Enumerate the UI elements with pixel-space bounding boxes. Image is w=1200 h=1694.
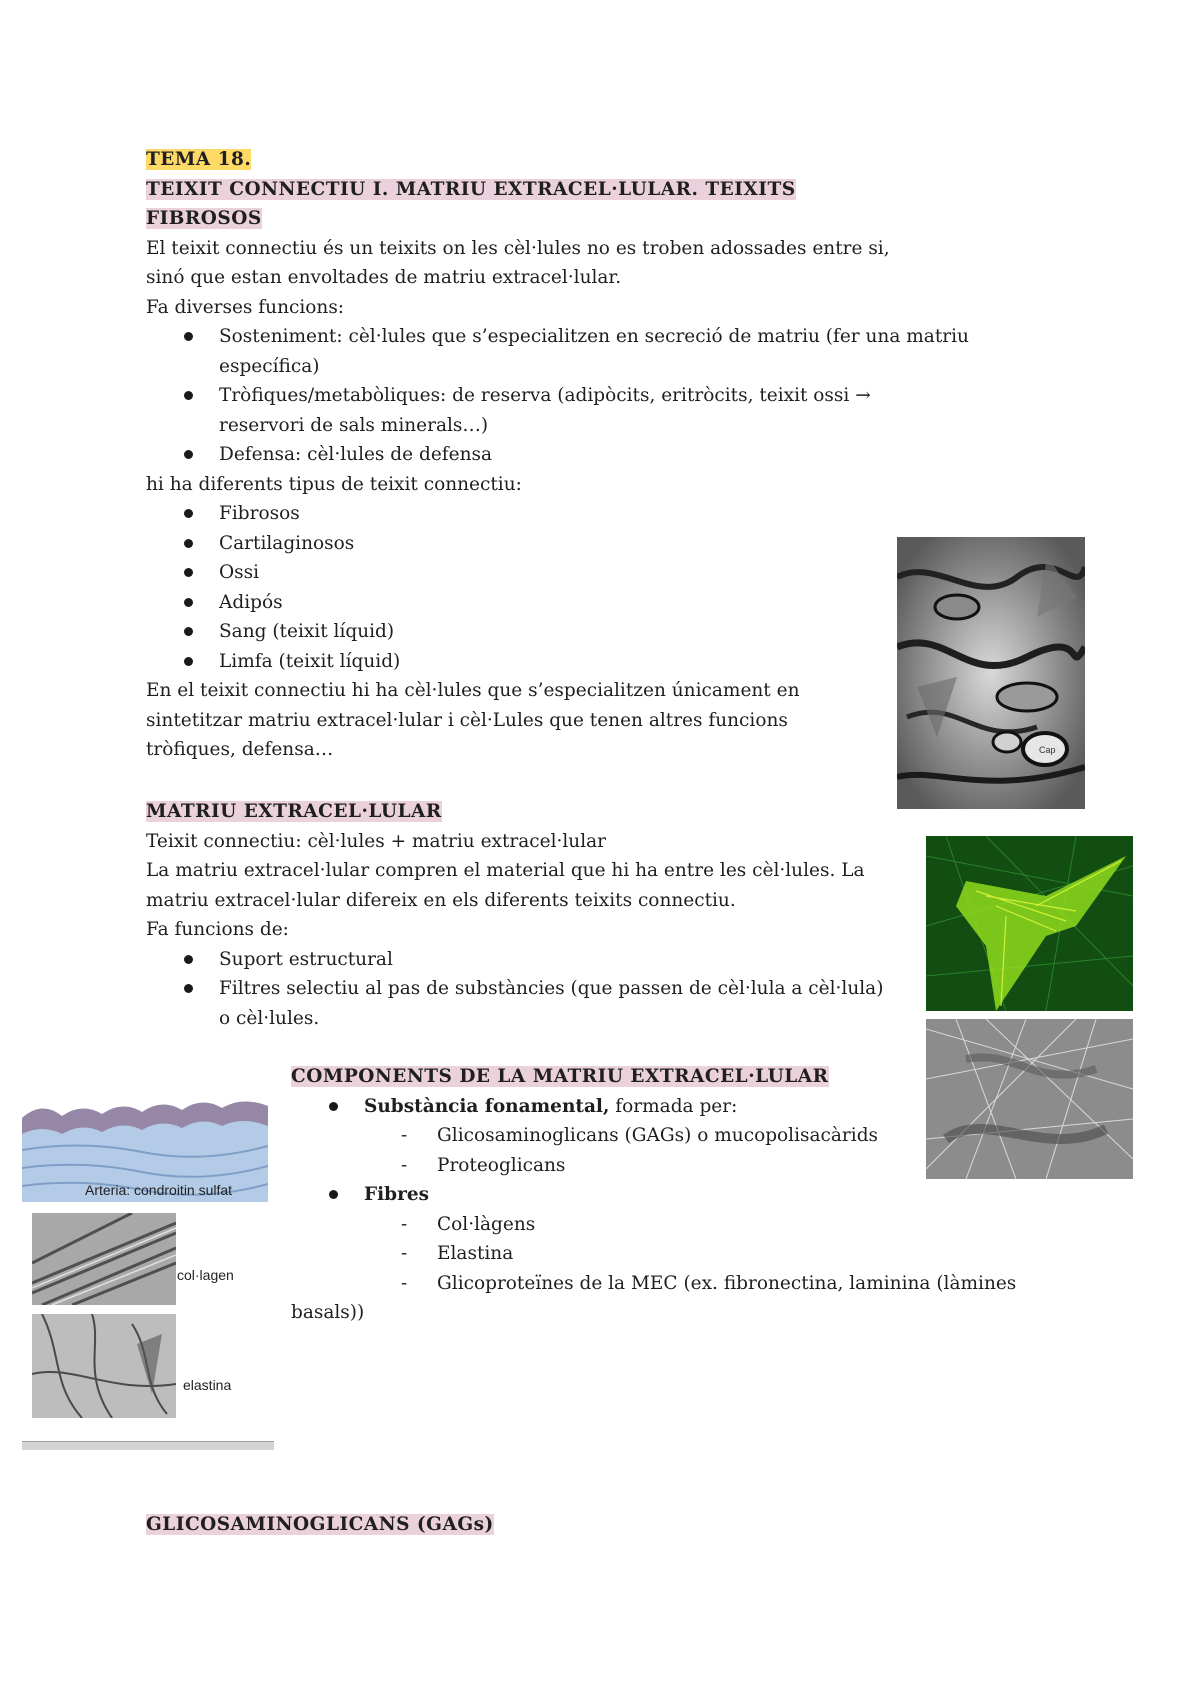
functions-list	[146, 322, 1046, 470]
functions-intro: Fa diverses funcions:	[146, 296, 345, 318]
list-item: Limfa (teixit líquid)	[146, 647, 906, 677]
page-title: TEIXIT CONNECTIU I. MATRIU EXTRACEL·LULAR. TEIXITS FIBROSOS	[146, 178, 796, 229]
em-micrograph-image	[897, 537, 1085, 809]
tema-label: TEMA 18.	[146, 149, 252, 170]
list-item: Defensa: cèl·lules de defensa	[146, 440, 1046, 470]
section-components	[291, 1062, 1071, 1328]
intro-paragraph: El teixit connectiu és un teixits on les cèl·lules no es troben adossades entre si, sinó que estan envoltades de matriu extracel·lular.	[146, 237, 890, 288]
em-image-label: Cap	[1039, 745, 1056, 755]
artery-caption: Arteria: condroitin sulfat	[85, 1182, 233, 1198]
list-item: Fibrosos	[146, 499, 906, 529]
section-gags	[146, 1510, 494, 1540]
section-heading-gags: GLICOSAMINOGLICANS (GAGs)	[146, 1514, 494, 1535]
elastin-image	[32, 1314, 176, 1418]
list-item: Sang (teixit líquid)	[146, 617, 906, 647]
list-item: Tròfiques/metabòliques: de reserva (adipòcits, eritròcits, teixit ossi → reservori de sals minerals…)	[146, 381, 899, 440]
closing-paragraph: En el teixit connectiu hi ha cèl·lules que s’especialitzen únicament en sintetitzar matriu extracel·lular i cèl·Lules que tenen altres funcions tròfiques, defensa…	[146, 680, 800, 760]
collagen-caption: col·lagen	[177, 1267, 234, 1283]
substance-sublist	[291, 1121, 1071, 1180]
fibres-continuation: basals))	[291, 1302, 365, 1323]
image-frame-bottom-divider	[22, 1441, 274, 1450]
list-item: - Glicosaminoglicans (GAGs) o mucopolisacàrids	[291, 1121, 1071, 1151]
section-matriu	[146, 797, 906, 1033]
collagen-image	[32, 1213, 176, 1305]
list-item: - Elastina	[291, 1239, 1071, 1269]
list-item: Ossi	[146, 558, 906, 588]
list-item: Filtres selectiu al pas de substàncies (que passen de cèl·lula a cèl·lula) o cèl·lules.	[146, 974, 899, 1033]
component-name: Substància fonamental,	[364, 1095, 610, 1117]
list-item: Suport estructural	[146, 945, 906, 975]
section-heading-components: COMPONENTS DE LA MATRIU EXTRACEL·LULAR	[291, 1066, 829, 1087]
matriu-line2: La matriu extracel·lular compren el material que hi ha entre les cèl·lules. La matriu extracel·lular difereix en els diferents teixits connectiu.	[146, 860, 865, 911]
list-item: - Col·làgens	[291, 1210, 1071, 1240]
section-heading-matriu: MATRIU EXTRACEL·LULAR	[146, 801, 442, 822]
types-intro: hi ha diferents tipus de teixit connectiu:	[146, 473, 522, 495]
fibres-sublist	[291, 1210, 1071, 1299]
list-item: Adipós	[146, 588, 906, 618]
list-item: Cartilaginosos	[146, 529, 906, 559]
list-item	[291, 1180, 1071, 1210]
components-list	[291, 1092, 1071, 1122]
component-desc: formada per:	[609, 1095, 738, 1117]
list-item: - Proteoglicans	[291, 1151, 1071, 1181]
section-tema	[146, 145, 969, 765]
components-list-2	[291, 1180, 1071, 1210]
fluorescence-image	[926, 836, 1133, 1011]
types-list	[146, 499, 906, 676]
artery-stain-image	[22, 1090, 268, 1202]
matriu-functions-intro: Fa funcions de:	[146, 919, 289, 940]
matriu-line1: Teixit connectiu: cèl·lules + matriu extracel·lular	[146, 830, 606, 852]
matriu-functions-list	[146, 945, 906, 1034]
list-item: Sosteniment: cèl·lules que s’especialitzen en secreció de matriu (fer una matriu específica)	[146, 322, 1046, 381]
elastin-caption: elastina	[183, 1377, 232, 1393]
component-name: Fibres	[364, 1184, 430, 1205]
list-item	[291, 1092, 1071, 1122]
list-item: - Glicoproteïnes de la MEC (ex. fibronectina, laminina (làmines	[291, 1269, 1071, 1299]
